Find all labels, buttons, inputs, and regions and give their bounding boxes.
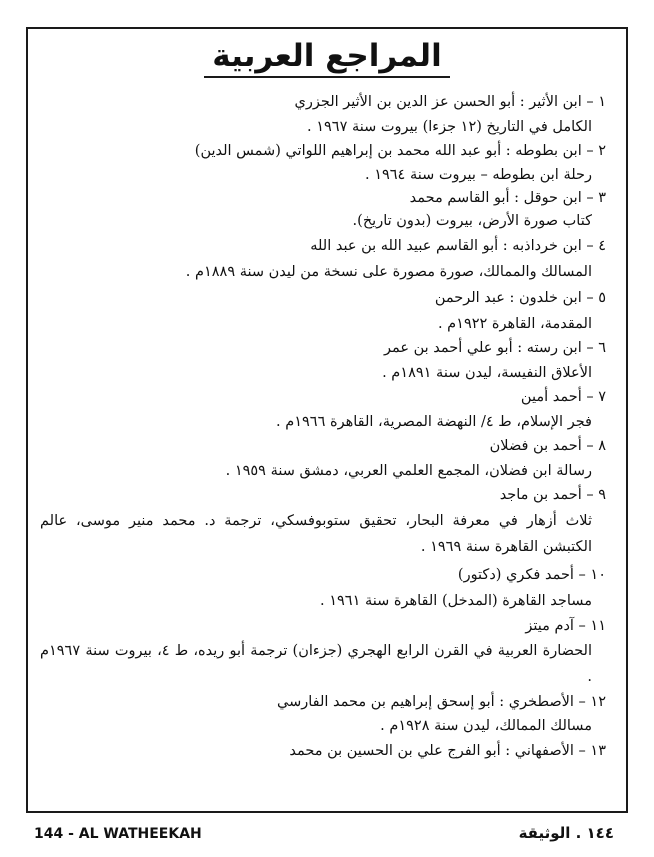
reference-body: ثلاث أزهار في معرفة البحار، تحقيق ستوبوفسكي، ترجمة د. محمد منير موسى، عالم الكتبشن القاهرة سنة ١٩٦٩ . bbox=[40, 513, 592, 555]
reference-head: ١١ – آدم ميتز bbox=[525, 618, 606, 634]
reference-body: الحضارة العربية في القرن الرابع الهجري (جزءان) ترجمة أبو ريده، ط ٤، بيروت سنة ١٩٦٧م . bbox=[40, 643, 592, 685]
reference-body: كتاب صورة الأرض، بيروت (بدون تاريخ). bbox=[352, 213, 592, 229]
reference-head: ١ – ابن الأثير : أبو الحسن عز الدين بن الأثير الجزري bbox=[294, 94, 606, 110]
reference-head: ٢ – ابن بطوطه : أبو عبد الله محمد بن إبراهيم اللواتي (شمس الدين) bbox=[194, 143, 606, 159]
reference-body: فجر الإسلام، ط ٤/ النهضة المصرية، القاهرة ١٩٦٦م . bbox=[276, 414, 592, 430]
reference-head: ١٢ – الأصطخري : أبو إسحق إبراهيم بن محمد الفارسي bbox=[277, 694, 606, 710]
reference-head: ٤ – ابن خرداذبه : أبو القاسم عبيد الله بن عبد الله bbox=[310, 238, 606, 254]
reference-body: رحلة ابن بطوطه – بيروت سنة ١٩٦٤ . bbox=[364, 167, 592, 183]
reference-head: ١٣ – الأصفهاني : أبو الفرج علي بن الحسين بن محمد bbox=[289, 743, 606, 759]
reference-head: ٣ – ابن حوقل : أبو القاسم محمد bbox=[409, 190, 606, 206]
reference-head: ٨ – أحمد بن فضلان bbox=[489, 438, 606, 454]
reference-body: رسالة ابن فضلان، المجمع العلمي العربي، دمشق سنة ١٩٥٩ . bbox=[225, 463, 592, 479]
reference-head: ٩ – أحمد بن ماجد bbox=[499, 487, 606, 503]
reference-head: ٦ – ابن رسته : أبو علي أحمد بن عمر bbox=[383, 340, 606, 356]
reference-body: الكامل في التاريخ (١٢ جزءا) بيروت سنة ١٩٦٧ . bbox=[307, 119, 592, 135]
footer-page-label-latin: 144 - AL WATHEEKAH bbox=[34, 826, 202, 842]
reference-head: ٧ – أحمد أمين bbox=[520, 389, 606, 405]
reference-body: مساجد القاهرة (المدخل) القاهرة سنة ١٩٦١ . bbox=[320, 593, 592, 609]
reference-body: المسالك والممالك، صورة مصورة على نسخة من ليدن سنة ١٨٨٩م . bbox=[185, 264, 592, 280]
reference-body: الأعلاق النفيسة، ليدن سنة ١٨٩١م . bbox=[382, 365, 592, 381]
reference-head: ١٠ – أحمد فكري (دكتور) bbox=[457, 567, 606, 583]
reference-head: ٥ – ابن خلدون : عبد الرحمن bbox=[434, 290, 606, 306]
footer-page-label-arabic: ١٤٤ . الوثيقة bbox=[518, 824, 614, 842]
page-title: المراجع العربية bbox=[0, 34, 654, 78]
reference-body: المقدمة، القاهرة ١٩٢٢م . bbox=[437, 316, 592, 332]
reference-body: مسالك الممالك، ليدن سنة ١٩٢٨م . bbox=[380, 718, 592, 734]
